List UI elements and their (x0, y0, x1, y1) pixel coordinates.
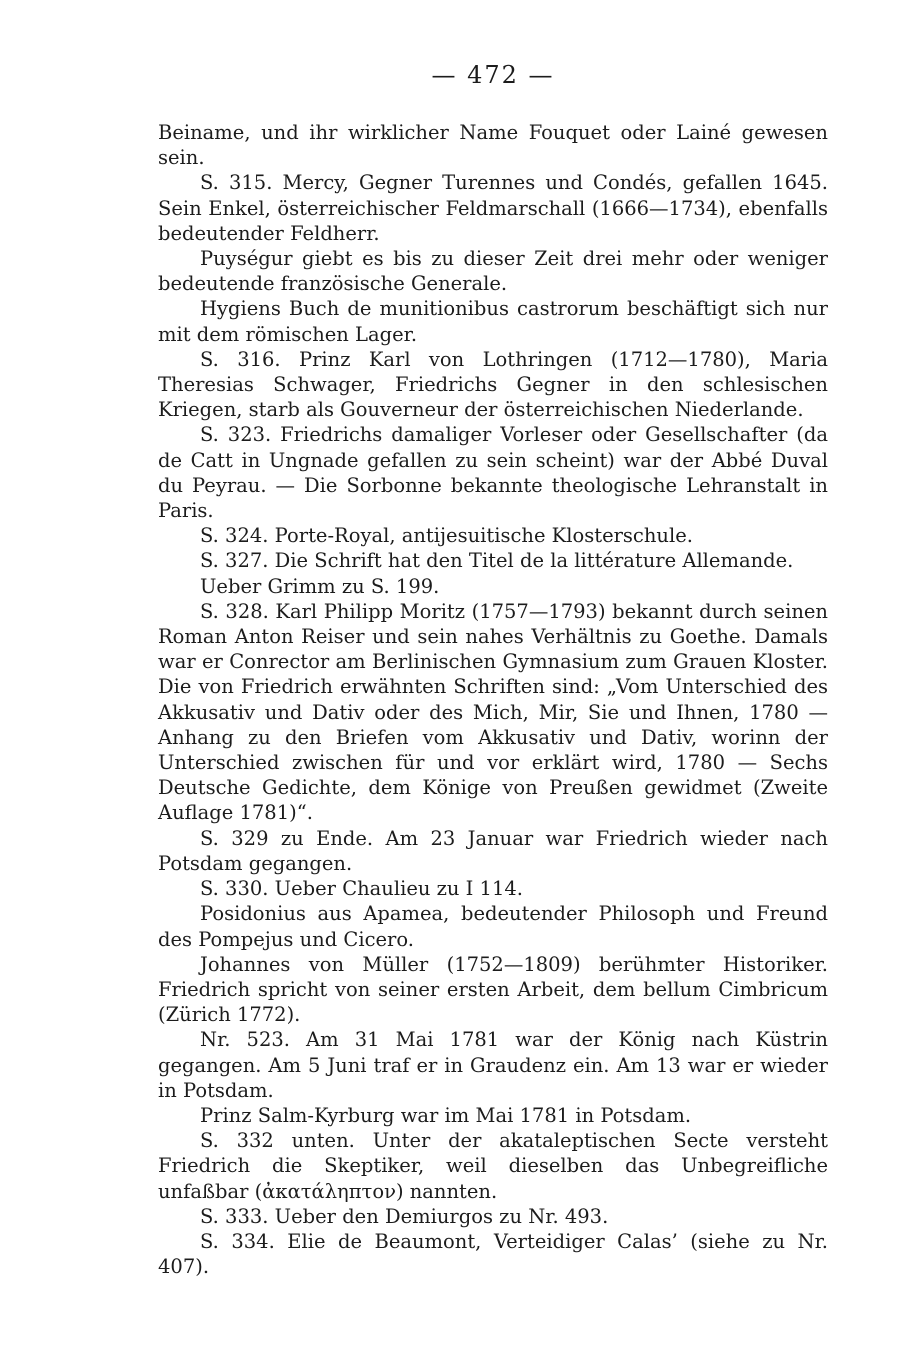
note-hygiens: Hygiens Buch de munitionibus castrorum beschäftigt sich nur mit dem römischen Lager. (158, 297, 828, 346)
note-s316: S. 316. Prinz Karl von Lothringen (1712—1780), Maria Theresias Schwager, Friedrichs Gegner in den schlesischen Kriegen, starb als Gouverneur der österreichischen Niederlande. (158, 347, 828, 422)
note-posidonius: Posidonius aus Apamea, bedeutender Philosoph und Freund des Pompejus und Cicero. (158, 902, 828, 951)
paragraph-continuation: Beiname, und ihr wirklicher Name Fouquet oder Lainé gewesen sein. (158, 121, 828, 170)
note-nr523: Nr. 523. Am 31 Mai 1781 war der König nach Küstrin gegangen. Am 5 Juni traf er in Graudenz ein. Am 13 war er wieder in Potsdam. (158, 1028, 828, 1102)
note-puysegur: Puységur giebt es bis zu dieser Zeit drei mehr oder weniger bedeutende französische Generale. (158, 247, 828, 296)
note-s333: S. 333. Ueber den Demiurgos zu Nr. 493. (200, 1204, 609, 1228)
note-s330: S. 330. Ueber Chaulieu zu I 114. (200, 877, 523, 901)
note-s334: S. 334. Elie de Beaumont, Verteidiger Calas’ (siehe zu Nr. 407). (158, 1229, 828, 1279)
note-s329: S. 329 zu Ende. Am 23 Januar war Friedrich wieder nach Potsdam gegangen. (158, 826, 828, 875)
note-s324: S. 324. Porte-Royal, antijesuitische Klosterschule. (200, 524, 693, 548)
note-mueller: Johannes von Müller (1752—1809) berühmter Historiker. Friedrich spricht von seiner ersten Arbeit, dem bellum Cimbricum (Zürich 1772). (158, 952, 828, 1027)
note-s332: S. 332 unten. Unter der akataleptischen Secte versteht Friedrich die Skeptiker, weil dieselben das Unbegreifliche unfaßbar (ἀκατάληπτον) nannten. (158, 1129, 828, 1203)
page-number: — 472 — (431, 61, 555, 89)
note-grimm: Ueber Grimm zu S. 199. (200, 574, 440, 598)
note-s323: S. 323. Friedrichs damaliger Vorleser oder Gesellschafter (da de Catt in Ungnade gefallen zu sein scheint) war der Abbé Duval du Peyrau. — Die Sorbonne bekannte theologische Lehranstalt in Paris. (158, 423, 828, 523)
note-s327: S. 327. Die Schrift hat den Titel de la littérature Allemande. (200, 549, 794, 573)
note-salm-kyrburg: Prinz Salm-Kyrburg war im Mai 1781 in Potsdam. (200, 1103, 692, 1127)
note-s315: S. 315. Mercy, Gegner Turennes und Condés, gefallen 1645. Sein Enkel, österreichischer Feldmarschall (1666—1734), ebenfalls bedeutender Feldherr. (158, 171, 828, 245)
note-s328: S. 328. Karl Philipp Moritz (1757—1793) bekannt durch seinen Roman Anton Reiser und sein nahes Verhältnis zu Goethe. Damals war er Conrector am Berlinischen Gymnasium zum Grauen Kloster. Die von Friedrich erwähnten Schriften sind: „Vom Unterschied des Akkusativ und Dativ oder des Mich, Mir, Sie und Ihnen, 1780 — Anhang zu den Briefen vom Akkusativ und Dativ, worinn der Unterschied zwischen für und vor erklärt wird, 1780 — Sechs Deutsche Gedichte, dem Könige von Preußen gewidmet (Zweite Auflage 1781)“. (158, 599, 828, 825)
